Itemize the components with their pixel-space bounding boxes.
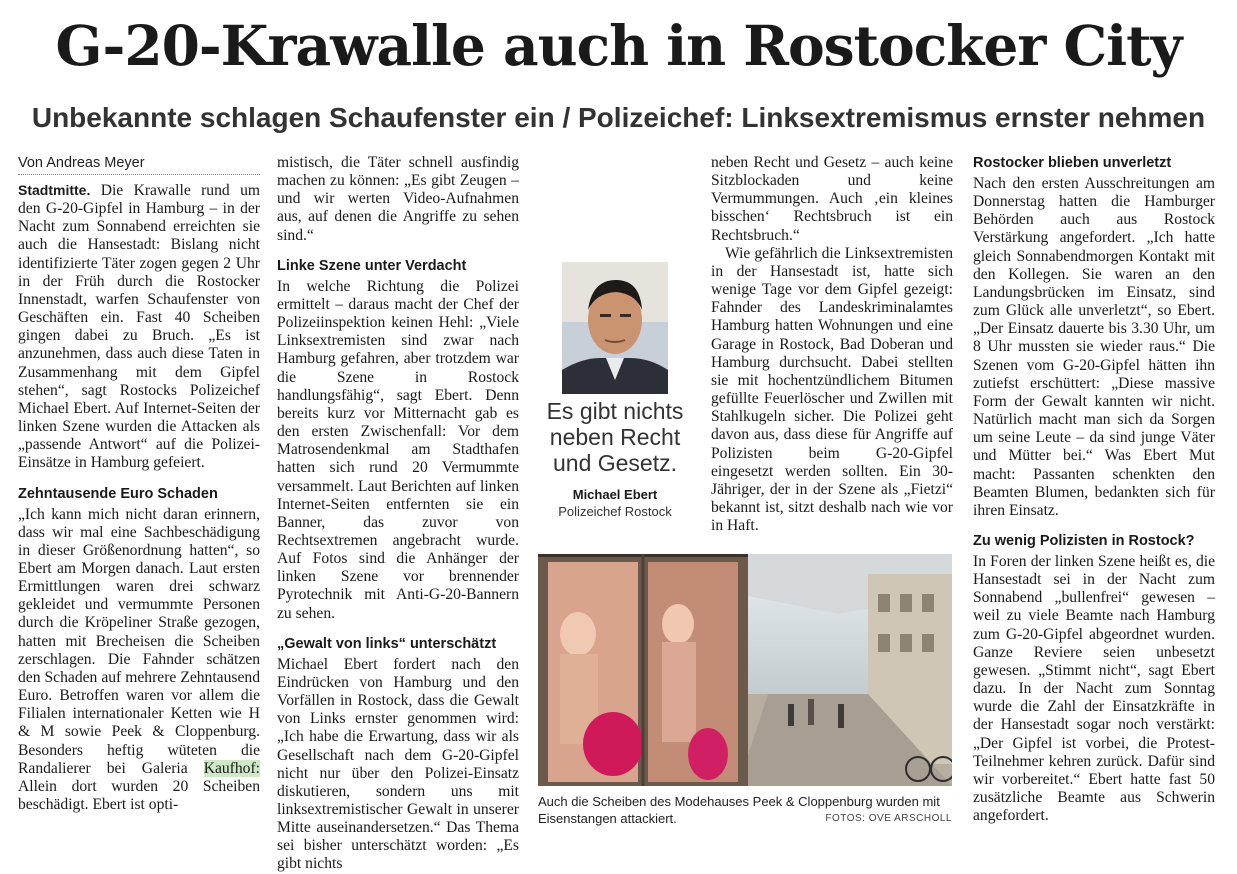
paragraph-text: „Ich kann mich nicht daran erinnern, dass wir mal eine Sachbeschädigung in dieser Größenordnung hatten“, so Ebert am Morgen danach. Laut ersten Ermittlungen waren drei schwarz gekleidet und vermummte Personen durch die Kröpeliner Straße gezogen, hatten mit Brecheisen die Scheiben zerschlagen. Die Fahnder schätzen den Schaden auf mehrere Zehntausend Euro. Betroffen waren vor allem die Filialen internationaler Ketten wie H & M sowie Peek & Cloppenburg. Besonders heftig wüteten die Randalierer bei Galeria xyxy=(18,505,260,777)
portrait-image xyxy=(562,262,668,394)
dateline: Stadtmitte. xyxy=(18,182,91,198)
subheadline: Unbekannte schlagen Schaufenster ein / Polizeichef: Linksextremismus ernster nehmen xyxy=(31,102,1206,133)
pull-quote: Es gibt nichts neben Recht und Gesetz. xyxy=(546,398,684,476)
author-byline: Von Andreas Meyer xyxy=(18,154,260,175)
article-column-2 xyxy=(277,154,519,874)
section-heading: „Gewalt von links“ unterschätzt xyxy=(277,635,497,652)
paragraph-text: Allein dort wurden 20 Scheiben beschädigt. Ebert ist opti- xyxy=(18,777,260,813)
shop-window-image xyxy=(538,554,952,786)
article-column-3 xyxy=(711,154,953,535)
street-photo xyxy=(538,554,952,786)
section-heading: Linke Szene unter Verdacht xyxy=(277,257,467,274)
paragraph xyxy=(18,181,260,473)
caption-text: Auch die Scheiben des Modehauses Peek & Cloppenburg wurden mit Eisenstangen attackiert. xyxy=(538,794,940,826)
article-column-4 xyxy=(973,154,1215,825)
highlighted-text: Kaufhof: xyxy=(203,759,260,777)
headline: G-20-Krawalle auch in Rostocker City xyxy=(55,13,1182,78)
paragraph: Wie gefährlich die Linksextremisten in der Hansestadt ist, hatte sich wenige Tage vor dem Gipfel gezeigt: Fahnder des Landeskriminalamtes Hamburg hatten Wohnungen und eine Garage in Rostock, Bad Doberan und Hamburg durchsucht. Dabei stellten sie mit hochentzündlichem Bitumen gefüllte Feuerlöscher und Zwillen mit Stahlkugeln sicher. Die Polizei geht davon aus, dass diese für Angriffe auf Polizisten beim G-20-Gipfel eingesetzt werden sollten. Ein 30-Jähriger, der in der Szene als „Fietzi“ bekannt ist, sitzt deshalb nach wie vor in Haft. xyxy=(711,244,953,535)
paragraph: mistisch, die Täter schnell ausfindig machen zu können: „Es gibt Zeugen – und wir werten Video-Aufnahmen aus, auf denen die Angriffe zu sehen sind.“ xyxy=(277,154,519,244)
paragraph: neben Recht und Gesetz – auch keine Sitzblockaden und keine Vermummungen. Auch ‚ein kleines bisschen‘ Rechtsbruch ist ein Rechtsbruch.“ xyxy=(711,154,953,244)
paragraph-text: Die Krawalle rund um den G-20-Gipfel in Hamburg – in der Nacht zum Sonnabend erreichten sie auch die Hansestadt: Bislang nicht identifizierte Täter zogen gegen 2 Uhr in der Früh durch die Rostocker Innenstadt, warfen Schaufenster von Geschäften ein. Fast 40 Scheiben gingen dabei zu Bruch. „Es ist anzunehmen, dass auch diese Taten in Zusammenhang mit dem Gipfel stehen“, sagt Rostocks Polizeichef Michael Ebert. Auf Internet-Seiten der linken Szene wurden die Attacken als „passende Antwort“ auf die Polizei-Einsätze in Hamburg gefeiert. xyxy=(18,182,260,472)
photo-caption xyxy=(538,793,952,827)
portrait-photo xyxy=(562,262,668,394)
paragraph: In welche Richtung die Polizei ermittelt – daraus macht der Chef der Polizeiinspektion keinen Hehl: „Viele Linksextremisten sind zwar nach Hamburg gefahren, aber trotzdem war die Szene in Rostock handlungsfähig“, sagt Ebert. Denn bereits kurz vor Mitternacht gab es den ersten Zwischenfall: Vor dem Matrosendenkmal am Stadthafen hatten sich rund 20 Vermummte versammelt. Laut Berichten auf linken Internet-Seiten entfernten sie ein Banner, das zuvor von Rechtsextremen angebracht wurde. Auf Fotos sind die Anhänger der linken Szene vor brennender Pyrotechnik mit Anti-G-20-Bannern zu sehen. xyxy=(277,277,519,622)
section-heading: Zehntausende Euro Schaden xyxy=(18,485,218,502)
paragraph: In Foren der linken Szene heißt es, die Hansestadt sei in der Nacht zum Sonnabend „bullenfrei“ gewesen – weil zu viele Beamte nach Hamburg zum G-20-Gipfel abgeordnet wurden. Ganze Reviere seien unbesetzt gewesen. „Stimmt nicht“, sagt Ebert dazu. In der Nacht zum Sonntag wurde die Zahl der Einsatzkräfte in der Hansestadt sogar noch verstärkt: „Der Gipfel ist vorbei, die Protest-Teilnehmer kehren zurück. Dafür sind wir vorbereitet.“ Ebert hatte fast 50 zusätzliche Beamte aus Schwerin angefordert. xyxy=(973,552,1215,825)
article-column-1 xyxy=(18,154,260,814)
quote-author: Michael Ebert xyxy=(572,487,658,502)
section-heading: Rostocker blieben unverletzt xyxy=(973,155,1172,171)
photo-credit: FOTOS: OVE ARSCHOLL xyxy=(825,813,952,824)
paragraph: Michael Ebert fordert nach den Eindrücken von Hamburg und den Vorfällen in Rostock, dass die Gewalt von Links ernster genommen wird: „Ich habe die Erwartung, dass wir als Gesellschaft nach dem G-20-Gipfel nicht nur über den Polizei-Einsatz diskutieren, sondern uns mit linksextremistischer Gewalt in unserer Mitte auseinandersetzen.“ Das Thema sei bisher unterschätzt worden: „Es gibt nichts xyxy=(277,655,519,873)
section-heading: Zu wenig Polizisten in Rostock? xyxy=(973,532,1195,549)
paragraph: Nach den ersten Ausschreitungen am Donnerstag hatten die Hamburger Behörden auch aus Rostock Verstärkung angefordert. „Ich hatte gleich Sonnabendmorgen Kontakt mit den Kollegen. Sie waren an den Landungsbrücken im Einsatz, sind zum Glück alle unverletzt“, so Ebert. „Der Einsatz dauerte bis 3.30 Uhr, um 8 Uhr mussten sie wieder raus.“ Die Szenen vom G-20-Gipfel hätten ihn zutiefst erschüttert: „Diese massive Form der Gewalt kannten wir nicht. Natürlich macht man sich da Sorgen um seine Leute – da sind junge Väter und Mütter bei.“ Was Ebert Mut macht: Passanten schenkten den Beamten Blumen, bedankten sich für ihren Einsatz. xyxy=(973,175,1215,519)
paragraph xyxy=(18,506,260,815)
quote-author-role: Polizeichef Rostock xyxy=(558,504,672,519)
